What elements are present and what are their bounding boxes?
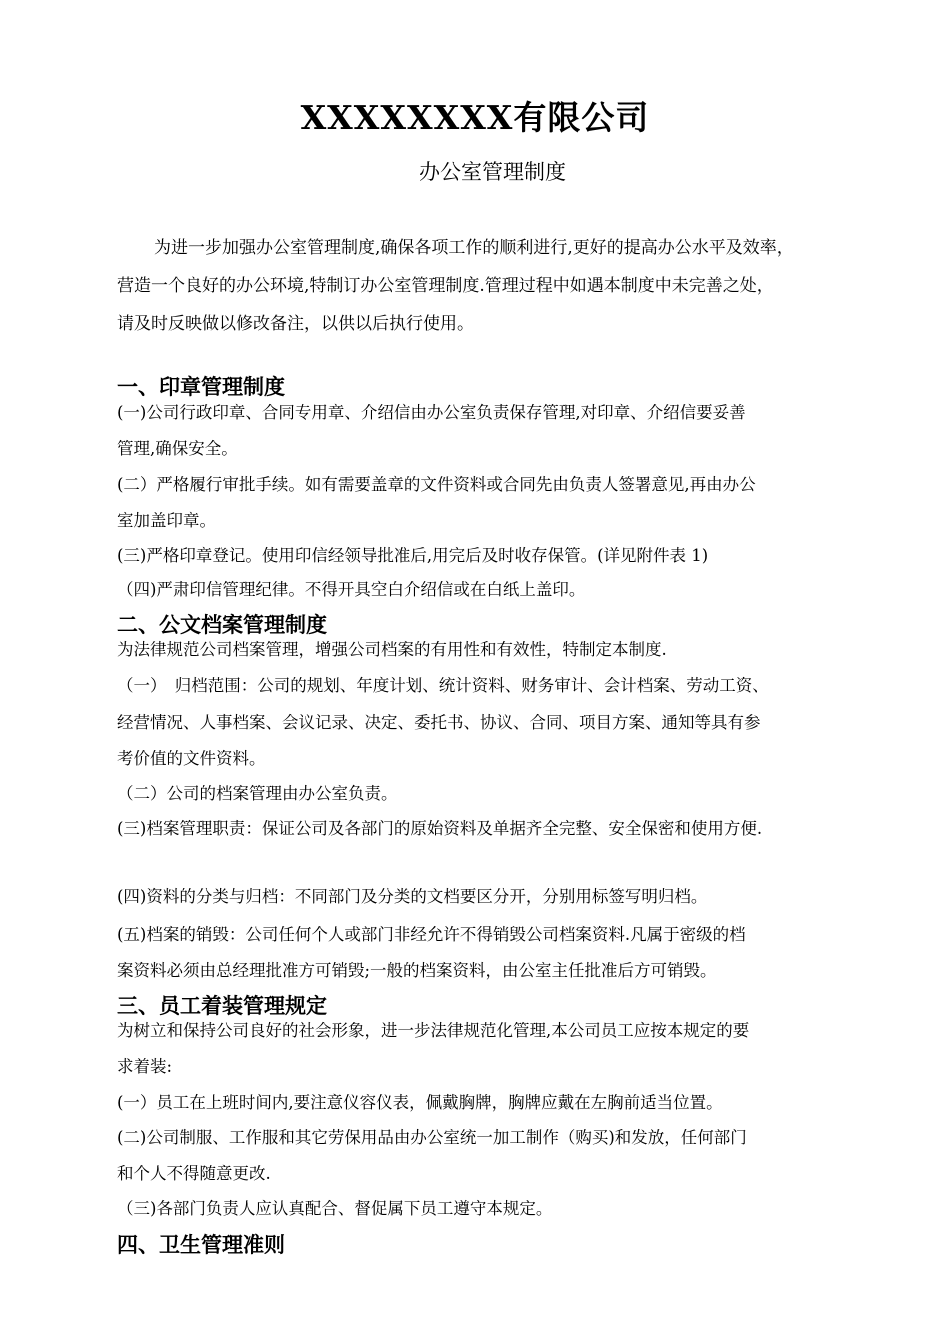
section-line: 管理,确保安全。 [117,439,238,458]
section-line: (二)公司制服、工作服和其它劳保用品由办公室统一加工制作（购买)和发放，任何部门 [117,1128,747,1147]
section-line: (一）员工在上班时间内,要注意仪容仪表，佩戴胸牌，胸牌应戴在左胸前适当位置。 [117,1093,723,1112]
section-line: 室加盖印章。 [117,511,216,530]
section-line: 为法律规范公司档案管理，增强公司档案的有用性和有效性，特制定本制度. [117,640,667,659]
section-line: 和个人不得随意更改. [117,1164,271,1183]
document-subtitle: 办公室管理制度 [419,160,566,184]
section-line: 为树立和保持公司良好的社会形象，进一步法律规范化管理,本公司员工应按本规定的要 [117,1021,750,1040]
intro-line: 营造一个良好的办公环境,特制订办公室管理制度.管理过程中如遇本制度中未完善之处， [117,276,774,296]
section-line: (二）严格履行审批手续。如有需要盖章的文件资料或合同先由负责人签署意见,再由办公 [117,475,756,494]
intro-paragraph [117,229,881,343]
section-line: （二）公司的档案管理由办公室负责。 [117,784,398,803]
section-line: (五)档案的销毁：公司任何个人或部门非经允许不得销毁公司档案资料.凡属于密级的档 [117,925,746,944]
section-line: 求着装: [117,1057,173,1076]
intro-line: 请及时反映做以修改备注，以供以后执行使用。 [117,314,474,334]
section-heading-dress: 三、员工着装管理规定 [117,994,327,1018]
section-heading-seal: 一、印章管理制度 [117,375,285,399]
section-line: （四)严肃印信管理纪律。不得开具空白介绍信或在白纸上盖印。 [117,580,586,599]
company-title: XXXXXXXX有限公司 [300,98,650,137]
section-line: (三)档案管理职责：保证公司及各部门的原始资料及单据齐全完整、安全保密和使用方便. [117,819,763,838]
section-heading-archive: 二、公文档案管理制度 [117,613,327,637]
section-heading-hygiene: 四、卫生管理准则 [117,1233,285,1257]
section-line: (一)公司行政印章、合同专用章、介绍信由办公室负责保存管理,对印章、介绍信要妥善 [117,403,746,422]
section-line: (三)严格印章登记。使用印信经领导批准后,用完后及时收存保管。(详见附件表 1) [117,546,709,565]
intro-line: 为进一步加强办公室管理制度,确保各项工作的顺利进行,更好的提高办公水平及效率， [154,238,794,258]
section-line: （一） 归档范围：公司的规划、年度计划、统计资料、财务审计、会计档案、劳动工资、 [117,676,769,695]
section-line: 经营情况、人事档案、会议记录、决定、委托书、协议、合同、项目方案、通知等具有参 [117,713,761,732]
section-line: 考价值的文件资料。 [117,749,266,768]
section-line: （三)各部门负责人应认真配合、督促属下员工遵守本规定。 [117,1199,553,1218]
section-line: 案资料必须由总经理批准方可销毁;一般的档案资料，由公室主任批准后方可销毁。 [117,961,717,980]
section-line: (四)资料的分类与归档：不同部门及分类的文档要区分开，分别用标签写明归档。 [117,887,708,906]
